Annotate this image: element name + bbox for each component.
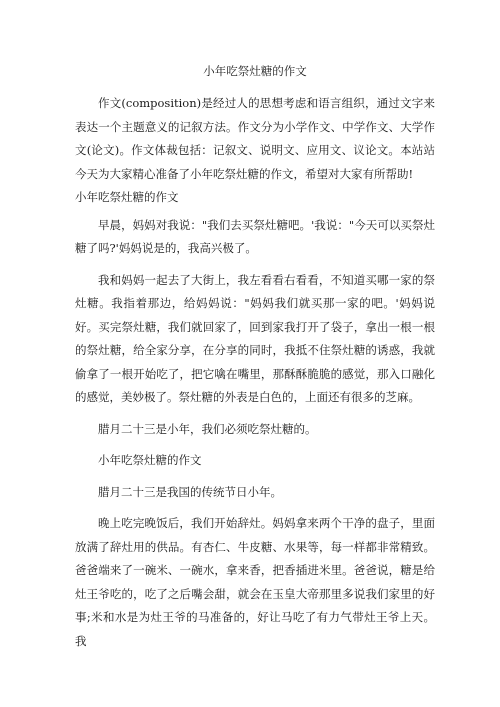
document-title: 小年吃祭灶糖的作文 (203, 64, 307, 78)
intro-paragraph: 作文(composition)是经过人的思想考虑和语言组织，通过文字来表达一个主题意义的记叙方法。作文分为小学作文、中学作文、大学作文(论文)。作文体裁包括：记叙文、说明文、应用文、议论文。本站站今天为大家精心准备了小年吃祭灶糖的作文，希望对大家有所帮助! (75, 96, 435, 181)
section-heading-1: 小年吃祭灶糖的作文 (75, 190, 179, 204)
paragraph-morning: 早晨，妈妈对我说："我们去买祭灶糖吧。'我说："今天可以买祭灶糖了吗?'妈妈说是的，我高兴极了。 (75, 217, 435, 255)
paragraph-evening: 晚上吃完晚饭后，我们开始辞灶。妈妈拿来两个干净的盘子，里面放满了辞灶用的供品。有杏仁、牛皮糖、水果等，每一样都非常精致。爸爸端来了一碗米、一碗水，拿来香，把香插进米里。爸爸说，糖是给灶王爷吃的，吃了之后嘴会甜，就会在玉皇大帝那里多说我们家里的好事;米和水是为灶王爷的马准备的，好让马吃了有力气带灶王爷上天。我 (75, 516, 435, 648)
document-page (75, 62, 435, 661)
paragraph-tradition: 腊月二十三是我国的传统节日小年。 (98, 484, 282, 499)
paragraph-shopping: 我和妈妈一起去了大街上，我左看看右看看，不知道买哪一家的祭灶糖。我指着那边，给妈妈说："妈妈我们就买那一家的吧。'妈妈说好。买完祭灶糖，我们就回家了，回到家我打开了袋子，拿出一根一根的祭灶糖，给全家分享，在分享的同时，我抵不住祭灶糖的诱惑，我就偷拿了一根开始吃了，把它噙在嘴里，那酥酥脆脆的感觉，那入口融化的感觉，美妙极了。祭灶糖的外表是白色的，上面还有很多的芝麻。 (75, 272, 435, 404)
paragraph-xiaonian: 腊月二十三是小年，我们必须吃祭灶糖的。 (98, 421, 317, 436)
section-heading-2: 小年吃祭灶糖的作文 (98, 453, 202, 467)
